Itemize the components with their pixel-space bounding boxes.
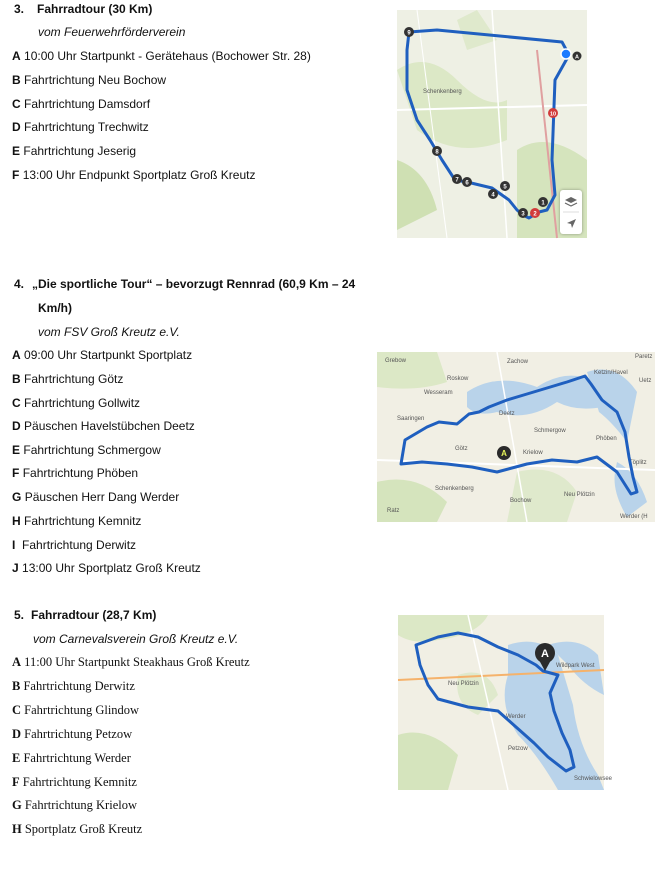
tour-5-route-map[interactable] <box>398 615 613 790</box>
svg-text:2: 2 <box>533 211 537 218</box>
svg-text:10: 10 <box>549 111 557 118</box>
svg-text:Saaringen: Saaringen <box>397 416 425 422</box>
svg-text:Götz: Götz <box>455 446 468 452</box>
svg-text:5: 5 <box>503 184 507 191</box>
tour-5-item: B Fahrtrichtung Derwitz <box>12 679 135 693</box>
tour-4-title-line1: „Die sportliche Tour“ – bevorzugt Rennrad (60,9 Km – 24 <box>32 277 356 291</box>
svg-text:3: 3 <box>521 211 525 218</box>
svg-text:8: 8 <box>435 149 439 156</box>
svg-text:Schmergow: Schmergow <box>534 428 566 434</box>
tour-5-item: A 11:00 Uhr Startpunkt Steakhaus Groß Kreutz <box>12 655 250 669</box>
tour-4-title-line2: Km/h) <box>38 301 72 315</box>
start-marker: A <box>501 449 507 458</box>
svg-text:Wildpark West: Wildpark West <box>556 663 595 669</box>
tour-5-title: Fahrradtour (28,7 Km) <box>31 608 157 622</box>
tour-3-item: B Fahrtrichtung Neu Bochow <box>12 73 167 87</box>
tour-4-item: H Fahrtrichtung Kemnitz <box>12 514 142 528</box>
tour-3-title: Fahrradtour (30 Km) <box>37 2 153 16</box>
tour-3-number: 3. <box>14 2 25 16</box>
tour-5-item: G Fahrtrichtung Krielow <box>12 798 137 812</box>
tour-4-item: D Päuschen Havelstübchen Deetz <box>12 419 195 433</box>
svg-text:4: 4 <box>491 192 495 199</box>
svg-text:Krielow: Krielow <box>523 450 543 456</box>
svg-text:Schwielowsee: Schwielowsee <box>574 776 613 782</box>
tour-5-item: F Fahrtrichtung Kemnitz <box>12 775 137 789</box>
svg-text:Neu Plötzin: Neu Plötzin <box>448 681 479 687</box>
tour-5-organizer: vom Carnevalsverein Groß Kreutz e.V. <box>33 632 239 646</box>
locate-icon[interactable] <box>567 219 576 228</box>
tour-3-organizer: vom Feuerwehrförderverein <box>38 25 186 39</box>
tour-3-item: C Fahrtrichtung Damsdorf <box>12 97 151 111</box>
map-place-label: Schenkenberg <box>423 89 462 95</box>
svg-text:9: 9 <box>407 30 411 37</box>
svg-text:Werder (H: Werder (H <box>620 514 648 520</box>
svg-text:Petzow: Petzow <box>508 746 528 752</box>
tour-4-item: B Fahrtrichtung Götz <box>12 372 124 386</box>
tour-5-number: 5. <box>14 608 25 622</box>
svg-text:Uetz: Uetz <box>639 378 652 384</box>
svg-text:Werder: Werder <box>506 714 526 720</box>
tour-4-item: J 13:00 Uhr Sportplatz Groß Kreutz <box>12 561 201 575</box>
layers-icon[interactable] <box>565 197 577 206</box>
svg-text:Phöben: Phöben <box>596 436 617 442</box>
svg-text:6: 6 <box>465 180 469 187</box>
svg-text:Paretz: Paretz <box>635 354 653 360</box>
svg-text:Grebow: Grebow <box>385 358 407 364</box>
tour-4-organizer: vom FSV Groß Kreutz e.V. <box>38 325 180 339</box>
svg-text:1: 1 <box>541 200 545 207</box>
tour-5-item: H Sportplatz Groß Kreutz <box>12 822 143 836</box>
tour-4-number: 4. <box>14 277 25 291</box>
tour-3-route-map[interactable] <box>397 10 587 238</box>
tour-5-item: C Fahrtrichtung Glindow <box>12 703 140 717</box>
tour-5-item: E Fahrtrichtung Werder <box>12 751 131 765</box>
map-controls[interactable] <box>560 190 582 234</box>
tour-3-item: A 10:00 Uhr Startpunkt - Gerätehaus (Bochower Str. 28) <box>12 49 311 63</box>
svg-text:Ratz: Ratz <box>387 508 400 514</box>
svg-text:Ketzin/Havel: Ketzin/Havel <box>594 370 628 376</box>
tour-3-item: E Fahrtrichtung Jeserig <box>12 144 137 158</box>
start-marker: A <box>541 648 549 660</box>
tour-4-item: A 09:00 Uhr Startpunkt Sportplatz <box>12 348 193 362</box>
tour-4-item: E Fahrtrichtung Schmergow <box>12 443 161 457</box>
tour-3-item: F 13:00 Uhr Endpunkt Sportplatz Groß Kreutz <box>12 168 256 182</box>
svg-text:Zachow: Zachow <box>507 359 529 365</box>
tour-4-item: C Fahrtrichtung Gollwitz <box>12 396 141 410</box>
tour-4-item: G Päuschen Herr Dang Werder <box>12 490 180 504</box>
svg-text:Deetz: Deetz <box>499 411 515 417</box>
svg-text:Schenkenberg: Schenkenberg <box>435 486 474 492</box>
tour-4-route-map[interactable] <box>377 352 655 522</box>
tour-5-item: D Fahrtrichtung Petzow <box>12 727 133 741</box>
svg-text:Wesseram: Wesseram <box>424 390 453 396</box>
svg-text:Bochow: Bochow <box>510 498 532 504</box>
svg-text:7: 7 <box>455 177 459 184</box>
svg-text:Töplitz: Töplitz <box>629 460 647 466</box>
svg-text:Roskow: Roskow <box>447 376 469 382</box>
svg-text:Neu Plötzin: Neu Plötzin <box>564 492 595 498</box>
tour-4-item: F Fahrtrichtung Phöben <box>12 466 139 480</box>
tour-3-item: D Fahrtrichtung Trechwitz <box>12 120 149 134</box>
tour-4-item: I Fahrtrichtung Derwitz <box>12 538 137 552</box>
svg-text:A: A <box>575 54 579 61</box>
